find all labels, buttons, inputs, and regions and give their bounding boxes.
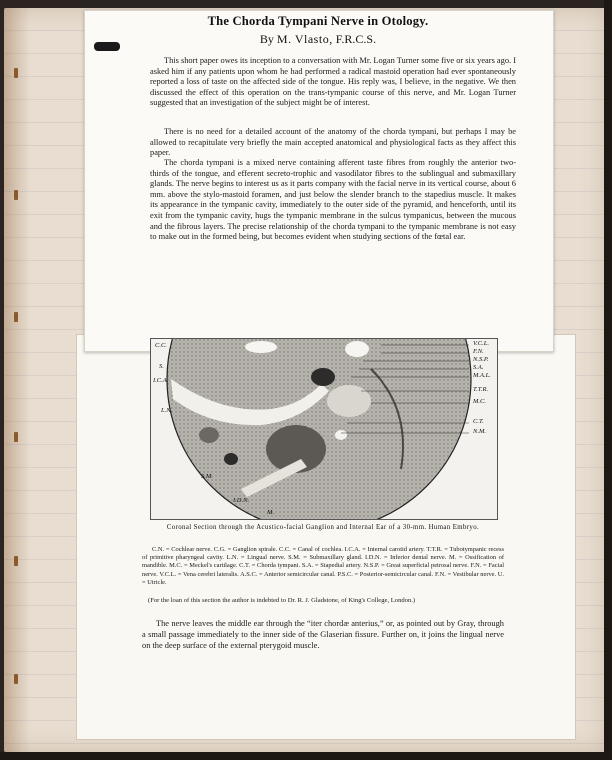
figure-label: I.C.A. — [153, 377, 169, 384]
figure-label: C.C. — [155, 342, 167, 349]
figure-legend — [142, 546, 504, 587]
page-bottom-shadow — [0, 752, 612, 760]
binding-stain — [4, 8, 30, 752]
binding-mark — [14, 190, 18, 200]
article-title: The Chorda Tympani Nerve in Otology. — [207, 14, 429, 28]
paragraph-text: The chorda tympani is a mixed nerve containing afferent taste fibres from roughly the anterior two-thirds of the tongue, and efferent secreto-trophic and vasodilator fibres to the sublingual and submaxillary glands. The nerve begins to interest us as it parts company with the facial nerve in its vertical course, about 6 mm. above the stylo-mastoid foramen, and just below the slender branch to the stapedius muscle. It makes its appearance in the tympanic cavity, immediately to the outer side of the pyramid, and henceforth, until its exit from the tympanic cavity, hugs the tympanic membrane in the sulcus tympanicus, between the mucous and the fibrous layers. The precise relationship of the chorda tympani to the tympanic membrane is not easy to make out in the formed being, but becomes evident when studying sections of the fœtal ear. — [150, 158, 516, 242]
figure-label: T.T.R. — [473, 386, 489, 393]
paragraph-2 — [150, 127, 516, 159]
figure-label: S.M. — [201, 473, 213, 480]
paragraph-text: The nerve leaves the middle ear through the “iter chordæ anterius,” or, as pointed out by Gray, through a small passage immediately to the inner side of the Glaserian fissure. Further on, it joins the lingual nerve on the deep surface of the external pterygoid muscle. — [142, 619, 504, 650]
binding-mark — [14, 432, 18, 442]
binding-mark — [14, 312, 18, 322]
page-edge-shadow — [604, 0, 612, 760]
figure-label: V.C.L. — [473, 340, 489, 347]
author-suffix: F.R.C.S. — [332, 32, 377, 46]
figure-caption-title: Coronal Section through the Acustico-facial Ganglion and Internal Ear of a 30-mm. Human Embryo. — [166, 524, 480, 531]
figure-label: M. — [267, 509, 275, 516]
figure-label: S.A. — [473, 364, 484, 371]
author-name: M. Vlasto, — [276, 32, 333, 46]
legend-text: C.N. = Cochlear nerve. C.G. = Ganglion spirale. C.C. = Canal of cochlea. I.C.A. = Internal carotid artery. T.T.R. = Tubotympanic recess of primitive pharyngeal cavity. L.N. = Lingual nerve. S.M. = Submaxillary gland. I.D.N. = Inferior dental nerve. M. = Ossification of mandible. M.C. = Meckel's cartilage. C.T. = Chorda tympani. S.A. = Stapedial artery. N.S.P. = Great superficial petrosal nerve. F.N. = Facial nerve. V.C.L. = Vena cerebri lateralis. A.S.C. = Anterior semicircular canal. P.S.C. = Posterior-semicircular canal. F.N. = Vestibular nerve. U. = Utricle. — [142, 546, 504, 586]
paragraph-text: There is no need for a detailed account of the anatomy of the chorda tympani, but perhaps I may be allowed to recapitulate very briefly the main accepted anatomical and physiological facts as they affect this paper. — [150, 127, 516, 158]
embryo-section-figure — [150, 338, 498, 520]
paragraph-3 — [150, 158, 516, 243]
paragraph-4 — [142, 618, 504, 651]
figure-label: M.A.L. — [473, 372, 491, 379]
figure-credit: (For the loan of this section the author is indebted to Dr. R. J. Gladstone, of King's College, London.) — [148, 597, 416, 604]
binding-mark — [14, 68, 18, 78]
author-prefix: By — [259, 32, 277, 46]
figure-label: S. — [159, 363, 164, 370]
figure-label: N.M. — [473, 428, 486, 435]
binding-mark — [14, 556, 18, 566]
paragraph-1 — [150, 56, 516, 109]
paragraph-text: This short paper owes its inception to a conversation with Mr. Logan Turner some five or six years ago. I asked him if any patients upon whom he had performed a radical mastoid operation had ever spontaneously reported a loss of taste on the affected side of the tongue. His reply was, I believe, in the negative. We then discussed the effect of this operation on the trans-tympanic course of this nerve, and Mr. Logan Turner suggested that an investigation of the subject might be of interest. — [150, 56, 516, 108]
figure-label: F.N. — [473, 348, 484, 355]
binding-mark — [14, 674, 18, 684]
figure-label: M.C. — [473, 398, 486, 405]
figure-label: I.D.N. — [233, 497, 250, 504]
figure-label: N.S.P. — [473, 356, 489, 363]
histology-illustration — [151, 339, 497, 519]
figure-label: C.T. — [473, 418, 484, 425]
article-author — [84, 32, 552, 47]
figure-label: L.N. — [161, 407, 173, 414]
